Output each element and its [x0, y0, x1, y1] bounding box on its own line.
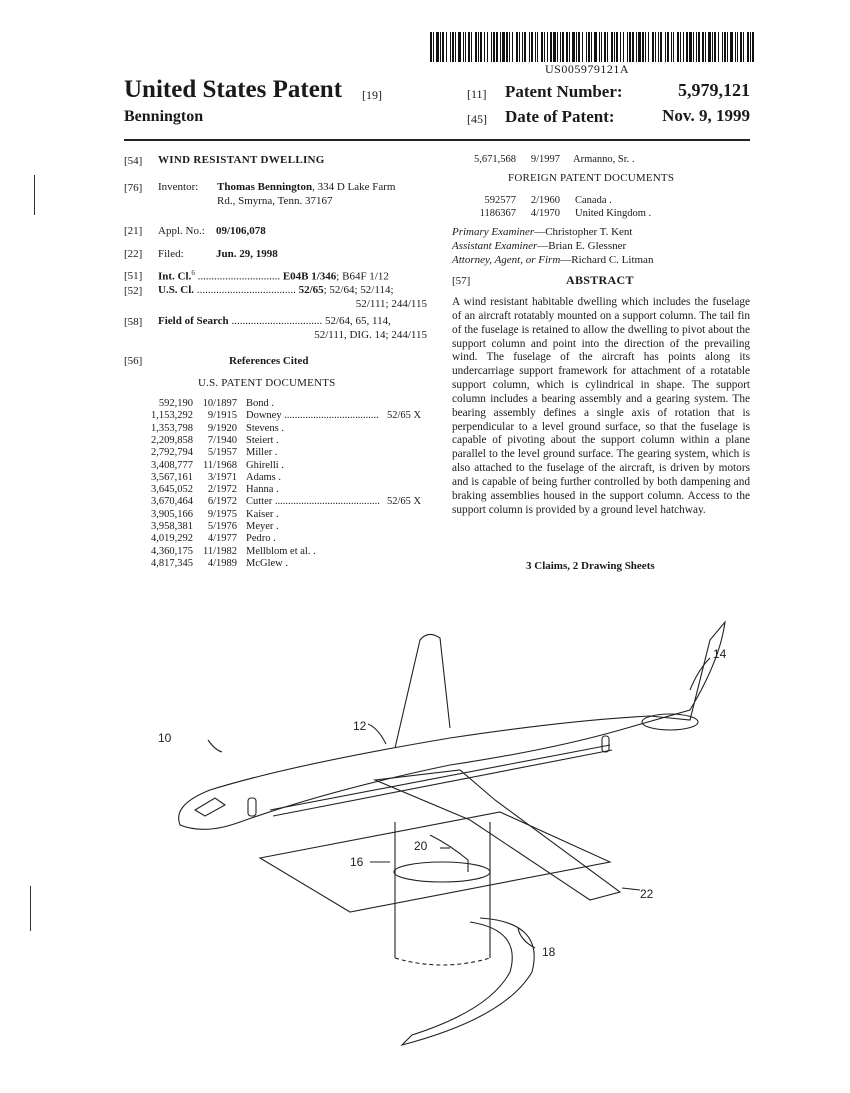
cockpit-window [195, 798, 225, 816]
filed-label: Filed: [158, 248, 184, 260]
foreign-reference-row [470, 195, 760, 207]
barcode-bar [440, 32, 441, 62]
barcode [430, 32, 755, 62]
barcode-bar [506, 32, 508, 62]
inventor-code: [76] [124, 182, 143, 194]
int-cl-sup: 6 [191, 269, 195, 277]
barcode-bar [553, 32, 556, 62]
ref-numeral-10: 10 [158, 731, 172, 745]
barcode-bar [591, 32, 592, 62]
barcode-bar [735, 32, 736, 62]
us-reference-row [147, 509, 437, 521]
barcode-bar [442, 32, 444, 62]
us-reference-row [147, 447, 437, 459]
ref-number: 1,353,798 [151, 422, 193, 434]
primary-examiner-label: Primary Examiner [452, 226, 535, 238]
ref-number: 4,019,292 [151, 533, 193, 545]
barcode-bar [601, 32, 602, 62]
barcode-bar [450, 32, 451, 62]
barcode-bar [463, 32, 464, 62]
ref-name: Kaiser . [246, 508, 279, 520]
attorney-label: Attorney, Agent, or Firm [452, 254, 561, 266]
patent-date: Nov. 9, 1999 [662, 106, 750, 125]
ref-name: Stevens . [246, 422, 284, 434]
barcode-bar [569, 32, 570, 62]
ref-numeral-22: 22 [640, 887, 654, 901]
barcode-bar [436, 32, 439, 62]
ref-numeral-14: 14 [713, 647, 727, 661]
barcode-bar [705, 32, 706, 62]
barcode-bar [519, 32, 520, 62]
ref-name: Adams . [246, 471, 281, 483]
window-row [273, 750, 612, 816]
barcode-bar [743, 32, 744, 62]
ref-number: 3,645,052 [151, 484, 193, 496]
barcode-bar [642, 32, 644, 62]
leader-10 [208, 740, 222, 752]
patent-number: 5,979,121 [678, 80, 750, 100]
barcode-bar [702, 32, 704, 62]
ref-date: 4/1989 [207, 557, 237, 569]
patent-number-label: Patent Number: [505, 82, 623, 101]
ref-date: 5/1957 [207, 447, 237, 459]
field-of-search-dots: ................................. [231, 315, 323, 327]
abstract-heading: ABSTRACT [566, 273, 634, 287]
inventor-line-1 [217, 181, 395, 193]
barcode-bar [658, 32, 659, 62]
ref-date: 9/1975 [207, 508, 237, 520]
ref-number: 3,958,381 [151, 521, 193, 532]
filed-date: Jun. 29, 1998 [216, 248, 278, 260]
barcode-bar [623, 32, 624, 62]
ref-name: Armanno, Sr. . [573, 154, 635, 165]
ref-name: Pedro . [246, 533, 276, 545]
ref-number: 1,153,292 [151, 410, 193, 422]
barcode-bar [446, 32, 447, 62]
int-cl-dots: .............................. [197, 270, 281, 283]
barcode-bar [708, 32, 711, 62]
column-base [395, 958, 490, 965]
uscl-code: [52] [124, 285, 143, 297]
references-cited-heading: References Cited [229, 355, 309, 367]
ref-name: Downey .................................... [246, 410, 379, 422]
barcode-bar [566, 32, 568, 62]
barcode-bar [529, 32, 530, 62]
barcode-bar [455, 32, 456, 62]
us-reference-row [147, 496, 437, 508]
barcode-bar [572, 32, 575, 62]
barcode-bar [550, 32, 552, 62]
scan-mark [34, 175, 35, 215]
ref-name: United Kingdom . [575, 208, 652, 219]
ref-name: Canada . [575, 195, 612, 206]
ref-number: 3,408,777 [151, 459, 193, 471]
date-code: [45] [467, 112, 487, 126]
barcode-bar [452, 32, 454, 62]
us-reference-row [147, 472, 437, 484]
leader-12 [368, 724, 386, 744]
us-reference-row [147, 484, 437, 496]
field-of-search-label: Field of Search [158, 315, 229, 327]
us-reference-row [147, 460, 437, 472]
barcode-bar [588, 32, 590, 62]
field-of-search-line [158, 315, 428, 327]
us-patent-documents-heading: U.S. PATENT DOCUMENTS [198, 377, 336, 389]
ref-number: 4,817,345 [151, 557, 193, 569]
barcode-bar [652, 32, 654, 62]
field-of-search-value: 52/64, 65, 114, [324, 315, 391, 327]
attorney [452, 254, 653, 266]
barcode-bar [493, 32, 495, 62]
us-cl-line [158, 284, 428, 296]
barcode-bar [458, 32, 461, 62]
appl-number: 09/106,078 [216, 225, 266, 237]
ref-date: 10/1897 [202, 398, 237, 409]
title-code: [19] [362, 88, 382, 102]
patent-number-code: [11] [467, 87, 487, 101]
gear-housing [430, 835, 468, 872]
fos-code: [58] [124, 316, 143, 328]
ref-numeral-18: 18 [542, 945, 556, 959]
ref-number: 3,670,464 [151, 496, 193, 508]
int-cl-line [158, 269, 428, 283]
barcode-bar [632, 32, 634, 62]
fuselage [179, 622, 725, 829]
barcode-bar [500, 32, 501, 62]
ref-name: Ghirelli . [246, 459, 284, 471]
barcode-bar [689, 32, 692, 62]
assistant-examiner-name: —Brian E. Glessner [537, 240, 627, 252]
us-reference-row [147, 410, 437, 422]
foreign-patent-documents-heading: FOREIGN PATENT DOCUMENTS [508, 172, 675, 184]
barcode-bar [433, 32, 434, 62]
int-cl-value: E04B 1/346 [282, 270, 337, 283]
us-cl-line-2: 52/111; 244/115 [355, 298, 427, 310]
barcode-bar [491, 32, 492, 62]
barcode-bar [665, 32, 666, 62]
scan-mark [30, 886, 31, 931]
title-code: [54] [124, 155, 143, 167]
inventor-surname: Bennington [124, 108, 204, 125]
header-rule [124, 139, 750, 141]
barcode-bar [471, 32, 472, 62]
ref-date: 4/1970 [530, 208, 560, 219]
ref-date: 2/1972 [207, 484, 237, 496]
barcode-bar [578, 32, 580, 62]
ref-name: Miller . [246, 447, 278, 459]
us-reference-row [147, 521, 437, 533]
us-reference-row [147, 558, 437, 570]
ref-number: 4,360,175 [151, 545, 193, 557]
barcode-bar [629, 32, 631, 62]
barcode-bar [730, 32, 733, 62]
ref-date: 9/1920 [207, 422, 237, 434]
int-cl-label: Int. Cl. [158, 270, 192, 283]
barcode-bar [484, 32, 485, 62]
barcode-bar [560, 32, 561, 62]
barcode-bar [516, 32, 518, 62]
field-of-search-line-2: 52/111, DIG. 14; 244/115 [314, 329, 427, 341]
barcode-bar [718, 32, 719, 62]
barcode-bar [582, 32, 583, 62]
barcode-bar [604, 32, 606, 62]
barcode-number: US005979121A [545, 62, 630, 76]
ref-date: 3/1971 [207, 471, 237, 483]
barcode-bar [712, 32, 713, 62]
barcode-bar [586, 32, 587, 62]
barcode-bar [616, 32, 618, 62]
ref-name: Cutter ........................................ [246, 496, 380, 508]
barcode-bar [537, 32, 538, 62]
ref-date: 4/1977 [207, 533, 237, 545]
barcode-bar [655, 32, 656, 62]
barcode-bar [430, 32, 432, 62]
barcode-bar [693, 32, 694, 62]
barcode-bar [487, 32, 488, 62]
us-cl-value: 52/65 [298, 284, 324, 296]
barcode-bar [512, 32, 513, 62]
leader-14 [690, 658, 710, 690]
barcode-bar [680, 32, 681, 62]
barcode-bar [638, 32, 641, 62]
us-reference-row [147, 546, 437, 558]
document-title: United States Patent [124, 76, 343, 103]
us-reference-row [147, 435, 437, 447]
int-cl-value-2: ; B64F 1/12 [336, 270, 389, 283]
ref-date: 2/1960 [530, 195, 560, 206]
barcode-bar [740, 32, 742, 62]
barcode-bar [496, 32, 498, 62]
window-row [270, 745, 610, 810]
ref-date: 5/1976 [207, 521, 237, 532]
ref-number: 592577 [484, 195, 516, 206]
barcode-bar [465, 32, 466, 62]
foreign-reference-row [470, 208, 760, 220]
inventor-address-1: , 334 D Lake Farm [312, 181, 396, 193]
ref-numeral-16: 16 [350, 855, 364, 869]
us-reference-row [147, 423, 437, 435]
barcode-bar [544, 32, 545, 62]
barcode-bar [686, 32, 688, 62]
barcode-bar [524, 32, 526, 62]
barcode-bar [557, 32, 558, 62]
filed-code: [22] [124, 248, 143, 260]
primary-examiner [452, 226, 632, 238]
barcode-bar [531, 32, 533, 62]
barcode-bar [667, 32, 669, 62]
us-reference-row [147, 533, 437, 545]
barcode-bar [611, 32, 613, 62]
us-reference-row [147, 398, 437, 410]
barcode-bar [671, 32, 672, 62]
us-cl-value-2: ; 52/64; 52/114; [323, 284, 394, 296]
ref-name: Hanna . [246, 484, 279, 496]
barcode-bar [636, 32, 637, 62]
barcode-bar [547, 32, 548, 62]
barcode-bar [620, 32, 621, 62]
ref-number: 2,209,858 [151, 434, 193, 446]
cont-reference-row [470, 154, 760, 166]
leader-22 [622, 888, 640, 890]
ref-date: 9/1915 [207, 410, 237, 422]
barcode-bar [752, 32, 754, 62]
ref-number: 2,792,794 [151, 447, 193, 459]
barcode-bar [677, 32, 679, 62]
barcode-bar [683, 32, 684, 62]
ref-class: 52/65 X [387, 410, 422, 422]
intcl-code: [51] [124, 270, 143, 282]
barcode-bar [468, 32, 470, 62]
abstract-text: A wind resistant habitable dwelling which includes the fuselage of an aircraft rotatably mounted on a support column. The tail fin of the fuselage is retained to allow the dwelling to pivot about the support column and point into the direction of the prevailing wind. The fuselage of the aircraft has points along its undercarriage support framework for attachment of a rotatable support column, which is cylindrical in shape. The support column includes a bearing assembly and a gearing system. The bearing assembly defines a single axis of rotation that is perpendicular to a level ground surface, so that the fuselage is capable of pivoting about the support column within a plane parallel to the level ground surface. The gearing system, which is also attached to the fuselage of the aircraft, is driven by motors and is capable of being further controlled by both dampening and braking assemblies housed in the support column. Access to the support column is provided by a ground level hatchway. [452, 296, 750, 516]
ref-numeral-20: 20 [414, 839, 428, 853]
barcode-bar [541, 32, 543, 62]
barcode-bar [480, 32, 482, 62]
barcode-bar [522, 32, 523, 62]
barcode-bar [698, 32, 700, 62]
barcode-bar [627, 32, 628, 62]
ref-class: 52/65 X [387, 496, 422, 508]
barcode-bar [722, 32, 723, 62]
date-label: Date of Patent: [505, 107, 615, 126]
ref-name: Meyer . [246, 521, 279, 532]
ref-number: 3,567,161 [151, 471, 193, 483]
ref-name: McGlew . [246, 557, 288, 569]
ref-numeral-12: 12 [353, 719, 367, 733]
inventor-label: Inventor: [158, 181, 199, 193]
primary-examiner-name: —Christopher T. Kent [534, 226, 633, 238]
ref-number: 3,905,166 [151, 508, 193, 520]
ref-date: 11/1982 [202, 545, 237, 557]
ref-date: 11/1968 [202, 459, 237, 471]
barcode-bar [737, 32, 738, 62]
ref-date: 7/1940 [207, 434, 237, 446]
inventor-name: Thomas Bennington [217, 181, 313, 193]
barcode-bar [502, 32, 505, 62]
barcode-bar [478, 32, 479, 62]
assistant-examiner-label: Assistant Examiner [452, 240, 538, 252]
attorney-name: —Richard C. Litman [560, 254, 654, 266]
tail-fin [395, 634, 450, 748]
ref-number: 1186367 [479, 208, 516, 219]
ref-number: 592,190 [158, 398, 193, 409]
barcode-bar [727, 32, 728, 62]
barcode-bar [614, 32, 615, 62]
us-cl-dots: .................................... [196, 284, 296, 296]
barcode-bar [535, 32, 536, 62]
barcode-bar [648, 32, 649, 62]
barcode-bar [475, 32, 477, 62]
ref-name: Steiert . [246, 434, 279, 446]
invention-title: WIND RESISTANT DWELLING [158, 154, 325, 166]
column-bearing [394, 862, 490, 882]
claims-summary: 3 Claims, 2 Drawing Sheets [526, 560, 655, 572]
engine [642, 714, 698, 730]
barcode-bar [724, 32, 726, 62]
ref-name: Bond . [246, 398, 275, 409]
walkway [402, 918, 534, 1045]
appl-label: Appl. No.: [158, 225, 205, 237]
barcode-bar [660, 32, 662, 62]
barcode-bar [645, 32, 646, 62]
barcode-bar [576, 32, 577, 62]
assistant-examiner [452, 240, 626, 252]
barcode-bar [673, 32, 674, 62]
refs-code: [56] [124, 355, 143, 367]
us-cl-label: U.S. Cl. [158, 284, 195, 296]
door [248, 798, 256, 816]
barcode-bar [562, 32, 564, 62]
barcode-bar [714, 32, 716, 62]
barcode-bar [509, 32, 510, 62]
barcode-bar [750, 32, 751, 62]
door [602, 736, 609, 752]
ref-number: 5,671,568 [474, 154, 516, 165]
barcode-bar [607, 32, 608, 62]
abstract-code: [57] [452, 275, 471, 287]
appl-code: [21] [124, 225, 143, 237]
barcode-bar [696, 32, 697, 62]
barcode-bar [599, 32, 600, 62]
barcode-bar [594, 32, 597, 62]
barcode-bar [747, 32, 749, 62]
ref-date: 6/1972 [207, 496, 237, 508]
ref-date: 9/1997 [530, 154, 560, 165]
patent-drawing [150, 600, 750, 1070]
inventor-address-2: Rd., Smyrna, Tenn. 37167 [217, 195, 333, 207]
ref-name: Mellblom et al. . [246, 545, 316, 557]
